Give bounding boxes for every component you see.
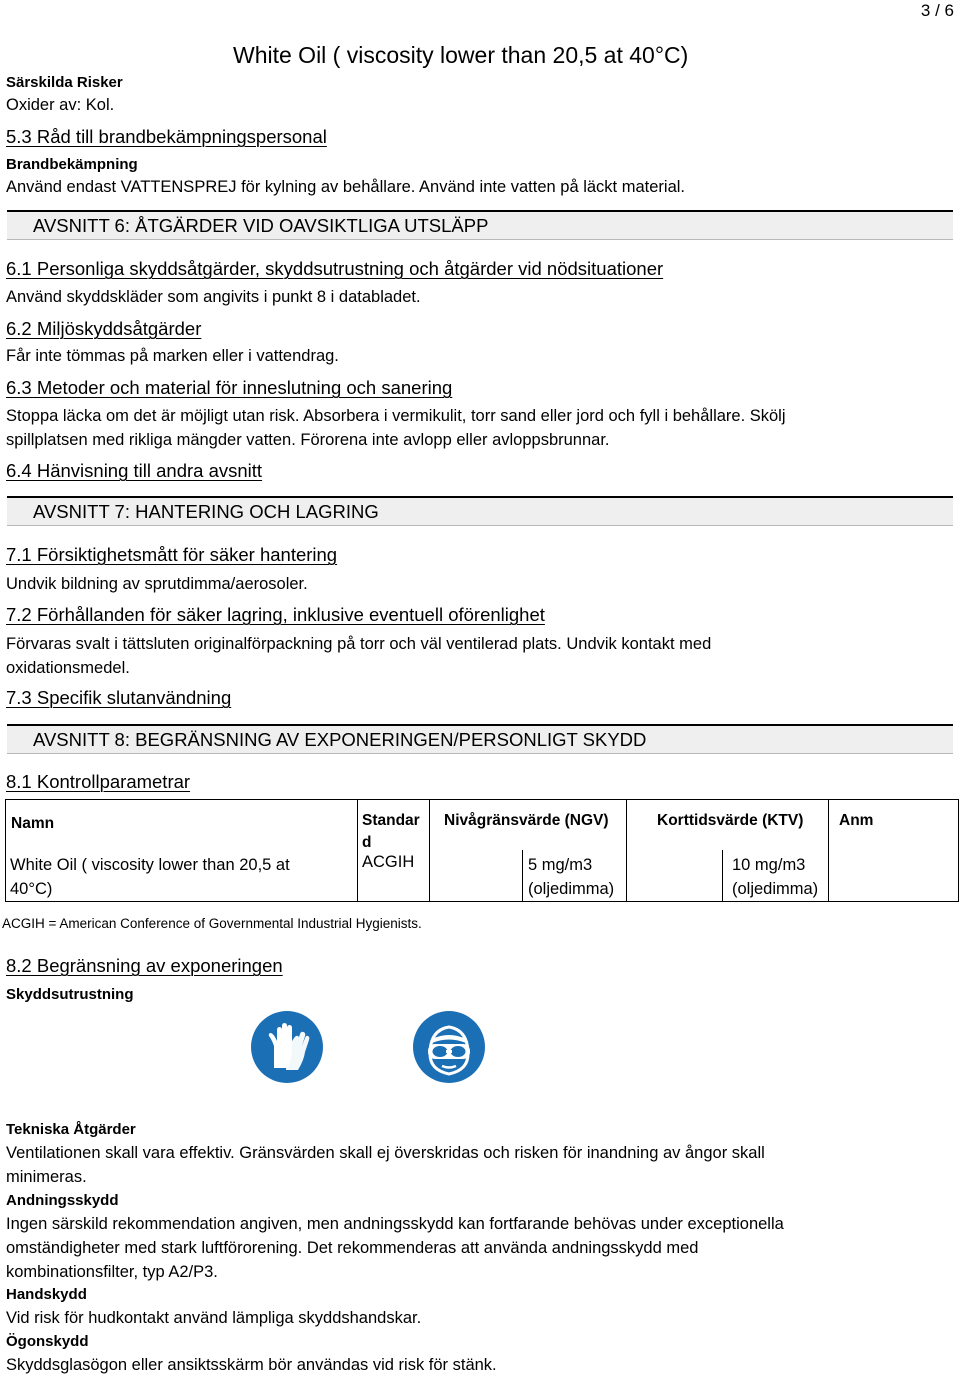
text-6-1: Använd skyddskläder som angivits i punkt 8 i databladet. bbox=[6, 288, 421, 306]
header-ktv-label: Korttidsvärde (KTV) bbox=[657, 812, 804, 829]
section-7-bar bbox=[7, 496, 953, 526]
header-ktv bbox=[627, 800, 829, 850]
heading-6-3: 6.3 Metoder och material för inneslutning och sanering bbox=[6, 377, 453, 398]
heading-6-4: 6.4 Hänvisning till andra avsnitt bbox=[6, 460, 263, 481]
cell-anm bbox=[829, 850, 959, 902]
header-anm bbox=[829, 800, 959, 850]
text-7-2-line2: oxidationsmedel. bbox=[6, 659, 130, 677]
eye-heading: Ögonskydd bbox=[6, 1333, 89, 1350]
header-standard-line1: Standar bbox=[362, 812, 420, 829]
hand-text: Vid risk för hudkontakt använd lämpliga skyddshandskar. bbox=[6, 1309, 422, 1327]
cell-ktv-line2: (oljedimma) bbox=[732, 879, 819, 898]
special-risks-heading: Särskilda Risker bbox=[6, 74, 123, 91]
respiratory-line2: omständigheter med stark luftförorening. Det rekommenderas att använda andningsskydd med bbox=[6, 1239, 699, 1257]
cell-name bbox=[6, 850, 358, 902]
respiratory-line3: kombinationsfilter, typ A2/P3. bbox=[6, 1263, 218, 1281]
acgih-note: ACGIH = American Conference of Governmental Industrial Hygienists. bbox=[2, 916, 422, 931]
respiratory-line1: Ingen särskild rekommendation angiven, men andningsskydd kan fortfarande behövas under exceptionella bbox=[6, 1215, 784, 1233]
section-8-title: AVSNITT 8: BEGRÄNSNING AV EXPONERINGEN/PERSONLIGT SKYDD bbox=[33, 729, 647, 750]
table-header-row bbox=[6, 800, 959, 850]
text-7-2-line1: Förvaras svalt i tättsluten originalförpackning på torr och väl ventilerad plats. Undvik kontakt med bbox=[6, 635, 712, 653]
technical-heading: Tekniska Åtgärder bbox=[6, 1121, 136, 1138]
page-number: 3 / 6 bbox=[920, 1, 954, 20]
header-anm-label: Anm bbox=[839, 812, 874, 829]
cell-ktv-line1: 10 mg/m3 bbox=[732, 855, 806, 874]
text-6-2: Får inte tömmas på marken eller i vattendrag. bbox=[6, 347, 339, 365]
cell-ktv-blank bbox=[627, 850, 723, 902]
cell-ngv-line2: (oljedimma) bbox=[528, 879, 615, 898]
cell-name-line1: White Oil ( viscosity lower than 20,5 at bbox=[10, 855, 290, 874]
technical-line1: Ventilationen skall vara effektiv. Gränsvärden skall ej överskridas och risken för inandning av ångor skall bbox=[6, 1144, 765, 1162]
special-risks-text: Oxider av: Kol. bbox=[6, 96, 115, 114]
header-ngv-label: Nivågränsvärde (NGV) bbox=[444, 812, 609, 829]
header-name bbox=[6, 800, 358, 850]
heading-7-1: 7.1 Försiktighetsmått för säker hantering bbox=[6, 544, 338, 565]
text-6-3-line2: spillplatsen med rikliga mängder vatten. Förorena inte avlopp eller avloppsbrunnar. bbox=[6, 431, 610, 449]
technical-line2: minimeras. bbox=[6, 1168, 87, 1186]
gloves-icon bbox=[250, 1010, 324, 1084]
eye-text: Skyddsglasögon eller ansiktsskärm bör användas vid risk för stänk. bbox=[6, 1356, 497, 1374]
section-6-bar bbox=[7, 210, 953, 240]
section-6-title: AVSNITT 6: ÅTGÄRDER VID OAVSIKTLIGA UTSLÄPP bbox=[33, 215, 489, 236]
header-ngv bbox=[430, 800, 627, 850]
heading-8-1: 8.1 Kontrollparametrar bbox=[6, 771, 191, 792]
firefighting-text: Använd endast VATTENSPREJ för kylning av behållare. Använd inte vatten på läckt material. bbox=[6, 178, 685, 196]
firefighting-heading: Brandbekämpning bbox=[6, 156, 138, 173]
text-7-1: Undvik bildning av sprutdimma/aerosoler. bbox=[6, 575, 308, 593]
section-8-bar bbox=[7, 724, 953, 754]
heading-6-2: 6.2 Miljöskyddsåtgärder bbox=[6, 318, 202, 339]
cell-name-line2: 40°C) bbox=[10, 879, 53, 898]
cell-ktv bbox=[723, 850, 829, 902]
table-row bbox=[6, 850, 959, 902]
control-parameters-table bbox=[5, 799, 959, 902]
respiratory-heading: Andningsskydd bbox=[6, 1192, 119, 1209]
header-name-label: Namn bbox=[11, 815, 55, 832]
header-standard-line2: d bbox=[362, 834, 372, 851]
safety-goggles-icon bbox=[412, 1010, 486, 1084]
document-title: White Oil ( viscosity lower than 20,5 at 40°C) bbox=[233, 42, 689, 68]
header-standard bbox=[358, 800, 430, 850]
cell-ngv-line1: 5 mg/m3 bbox=[528, 855, 593, 874]
heading-7-3: 7.3 Specifik slutanvändning bbox=[6, 687, 232, 708]
heading-8-2: 8.2 Begränsning av exponeringen bbox=[6, 955, 283, 976]
heading-5-3: 5.3 Råd till brandbekämpningspersonal bbox=[6, 126, 327, 147]
cell-ngv-blank bbox=[430, 850, 523, 902]
hand-heading: Handskydd bbox=[6, 1286, 87, 1303]
heading-6-1: 6.1 Personliga skyddsåtgärder, skyddsutrustning och åtgärder vid nödsituationer bbox=[6, 258, 664, 279]
cell-ngv bbox=[523, 850, 627, 902]
text-6-3-line1: Stoppa läcka om det är möjligt utan risk. Absorbera i vermikulit, torr sand eller jord och fyll i behållare. Skölj bbox=[6, 407, 786, 425]
heading-7-2: 7.2 Förhållanden för säker lagring, inklusive eventuell oförenlighet bbox=[6, 604, 545, 625]
cell-standard-value: ACGIH bbox=[362, 852, 415, 871]
protective-equipment-heading: Skyddsutrustning bbox=[6, 986, 134, 1003]
cell-standard bbox=[358, 850, 430, 902]
section-7-title: AVSNITT 7: HANTERING OCH LAGRING bbox=[33, 501, 379, 522]
